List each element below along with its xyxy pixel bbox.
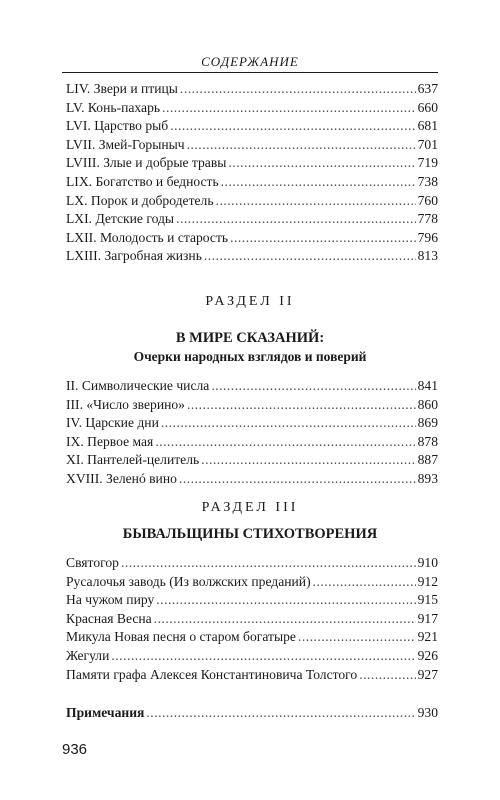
toc-entry[interactable] — [66, 573, 438, 592]
toc-entry[interactable] — [66, 451, 438, 470]
toc-entry[interactable] — [66, 136, 438, 155]
toc-entry-page: 841 — [417, 378, 438, 393]
toc-entry-title: Жегули — [66, 647, 110, 663]
toc-list-section2 — [66, 377, 438, 489]
toc-entry-page: 893 — [417, 470, 438, 486]
dot-leader — [187, 136, 416, 155]
toc-entry[interactable] — [66, 154, 438, 173]
toc-entry-page: 760 — [417, 192, 438, 208]
toc-entry-page: 926 — [417, 647, 438, 663]
dot-leader — [121, 554, 416, 573]
toc-entry-page: 930 — [417, 705, 438, 720]
dot-leader — [313, 573, 416, 592]
toc-entry-title: LVIII. Злые и добрые травы — [66, 155, 227, 171]
dot-leader — [359, 666, 415, 685]
dot-leader — [155, 433, 415, 452]
toc-entry-page: 660 — [417, 99, 438, 115]
toc-entry-page: 910 — [417, 555, 438, 570]
toc-entry[interactable] — [66, 647, 438, 666]
toc-entry-title: LXI. Детские годы — [66, 211, 175, 227]
toc-entry-page: 887 — [417, 452, 438, 468]
toc-entry[interactable] — [66, 414, 438, 433]
toc-entry-title: Святогор — [66, 555, 119, 570]
dot-leader — [162, 99, 416, 118]
dot-leader — [216, 192, 416, 211]
toc-entry[interactable] — [66, 610, 438, 629]
toc-entry[interactable] — [66, 247, 438, 266]
toc-entry-title: III. «Число зверино» — [66, 396, 185, 412]
toc-entry[interactable] — [66, 396, 438, 415]
dot-leader — [146, 704, 415, 723]
toc-entry[interactable] — [66, 80, 438, 99]
toc-entry[interactable] — [66, 628, 438, 647]
toc-entry-page: 796 — [417, 229, 438, 245]
toc-entry[interactable] — [66, 591, 438, 610]
toc-entry-title: XI. Пантелей-целитель — [66, 452, 200, 468]
dot-leader — [211, 377, 415, 396]
toc-entry[interactable] — [66, 229, 438, 248]
toc-entry[interactable] — [66, 554, 438, 573]
section-label: РАЗДЕЛ II — [205, 294, 295, 309]
dot-leader — [180, 80, 416, 99]
dot-leader — [298, 628, 416, 647]
toc-entry-page: 917 — [417, 610, 438, 626]
running-head: СОДЕРЖАНИЕ — [201, 54, 299, 69]
toc-entry-title: LIV. Звери и птицы — [66, 81, 178, 96]
toc-entry[interactable] — [66, 377, 438, 396]
toc-entry[interactable] — [66, 192, 438, 211]
toc-entry-title: IX. Первое мая — [66, 433, 154, 449]
toc-entry-page: 738 — [417, 173, 438, 189]
page-number: 936 — [62, 741, 88, 758]
toc-entry-title: Памяти графа Алексея Константиновича Толстого — [66, 666, 358, 682]
toc-entry-title: LX. Порок и добродетель — [66, 192, 214, 208]
toc-entry-page: 921 — [417, 629, 438, 645]
toc-list-part1 — [66, 80, 438, 266]
toc-entry[interactable] — [66, 666, 438, 685]
dot-leader — [228, 154, 415, 173]
toc-entry-title: LV. Конь-пахарь — [66, 99, 161, 115]
toc-entry-page: 912 — [417, 573, 438, 589]
toc-list-notes — [66, 704, 438, 723]
toc-entry-page: 701 — [417, 136, 438, 152]
section-title: БЫВАЛЬЩИНЫ СТИХОТВОРЕНИЯ — [122, 526, 378, 542]
toc-entry-title: IV. Царские дни — [66, 415, 159, 431]
dot-leader — [179, 470, 416, 489]
toc-entry[interactable] — [66, 173, 438, 192]
section-label: РАЗДЕЛ III — [201, 500, 299, 515]
header-rule — [62, 72, 438, 73]
dot-leader — [154, 610, 416, 629]
toc-entry-title: LIX. Богатство и бедность — [66, 173, 219, 189]
toc-entry-page: 813 — [417, 248, 438, 264]
toc-entry-title: LXIII. Загробная жизнь — [66, 248, 202, 264]
toc-entry-page: 869 — [417, 415, 438, 431]
toc-entry-title: LVI. Царство рыб — [66, 118, 169, 134]
toc-entry-page: 860 — [417, 396, 438, 412]
toc-entry-page: 719 — [417, 155, 438, 171]
dot-leader — [187, 396, 416, 415]
toc-entry-page: 778 — [417, 211, 438, 227]
toc-entry-title: Красная Весна — [66, 610, 152, 626]
toc-entry-page: 915 — [417, 592, 438, 608]
toc-entry-title: II. Символические числа — [66, 378, 210, 393]
toc-entry[interactable] — [66, 433, 438, 452]
dot-leader — [111, 647, 415, 666]
toc-entry-title: Примечания — [66, 705, 145, 720]
section-title: В МИРЕ СКАЗАНИЙ: — [175, 330, 325, 346]
toc-entry-title: На чужом пиру — [66, 592, 155, 608]
dot-leader — [204, 247, 416, 266]
toc-entry-title: LVII. Змей-Горыныч — [66, 136, 185, 152]
toc-entry-page: 681 — [417, 118, 438, 134]
toc-entry[interactable] — [66, 99, 438, 118]
toc-entry-page: 878 — [417, 433, 438, 449]
toc-entry-notes[interactable] — [66, 704, 438, 723]
toc-entry-title: Русалочья заводь (Из волжских преданий) — [66, 573, 311, 589]
toc-entry-title: LXII. Молодость и старость — [66, 229, 229, 245]
dot-leader — [230, 229, 416, 248]
toc-entry-title: XVIII. Зеленó вино — [66, 470, 177, 486]
toc-entry-page: 637 — [417, 81, 438, 96]
toc-entry-page: 927 — [417, 666, 438, 682]
toc-entry[interactable] — [66, 470, 438, 489]
dot-leader — [170, 117, 415, 136]
dot-leader — [176, 210, 416, 229]
dot-leader — [156, 591, 415, 610]
dot-leader — [221, 173, 416, 192]
toc-entry[interactable] — [66, 210, 438, 229]
toc-entry[interactable] — [66, 117, 438, 136]
dot-leader — [161, 414, 416, 433]
toc-entry-title: Микула Новая песня о старом богатыре — [66, 629, 296, 645]
section-subtitle: Очерки народных взглядов и поверий — [133, 349, 367, 364]
toc-list-section3 — [66, 554, 438, 684]
dot-leader — [201, 451, 415, 470]
